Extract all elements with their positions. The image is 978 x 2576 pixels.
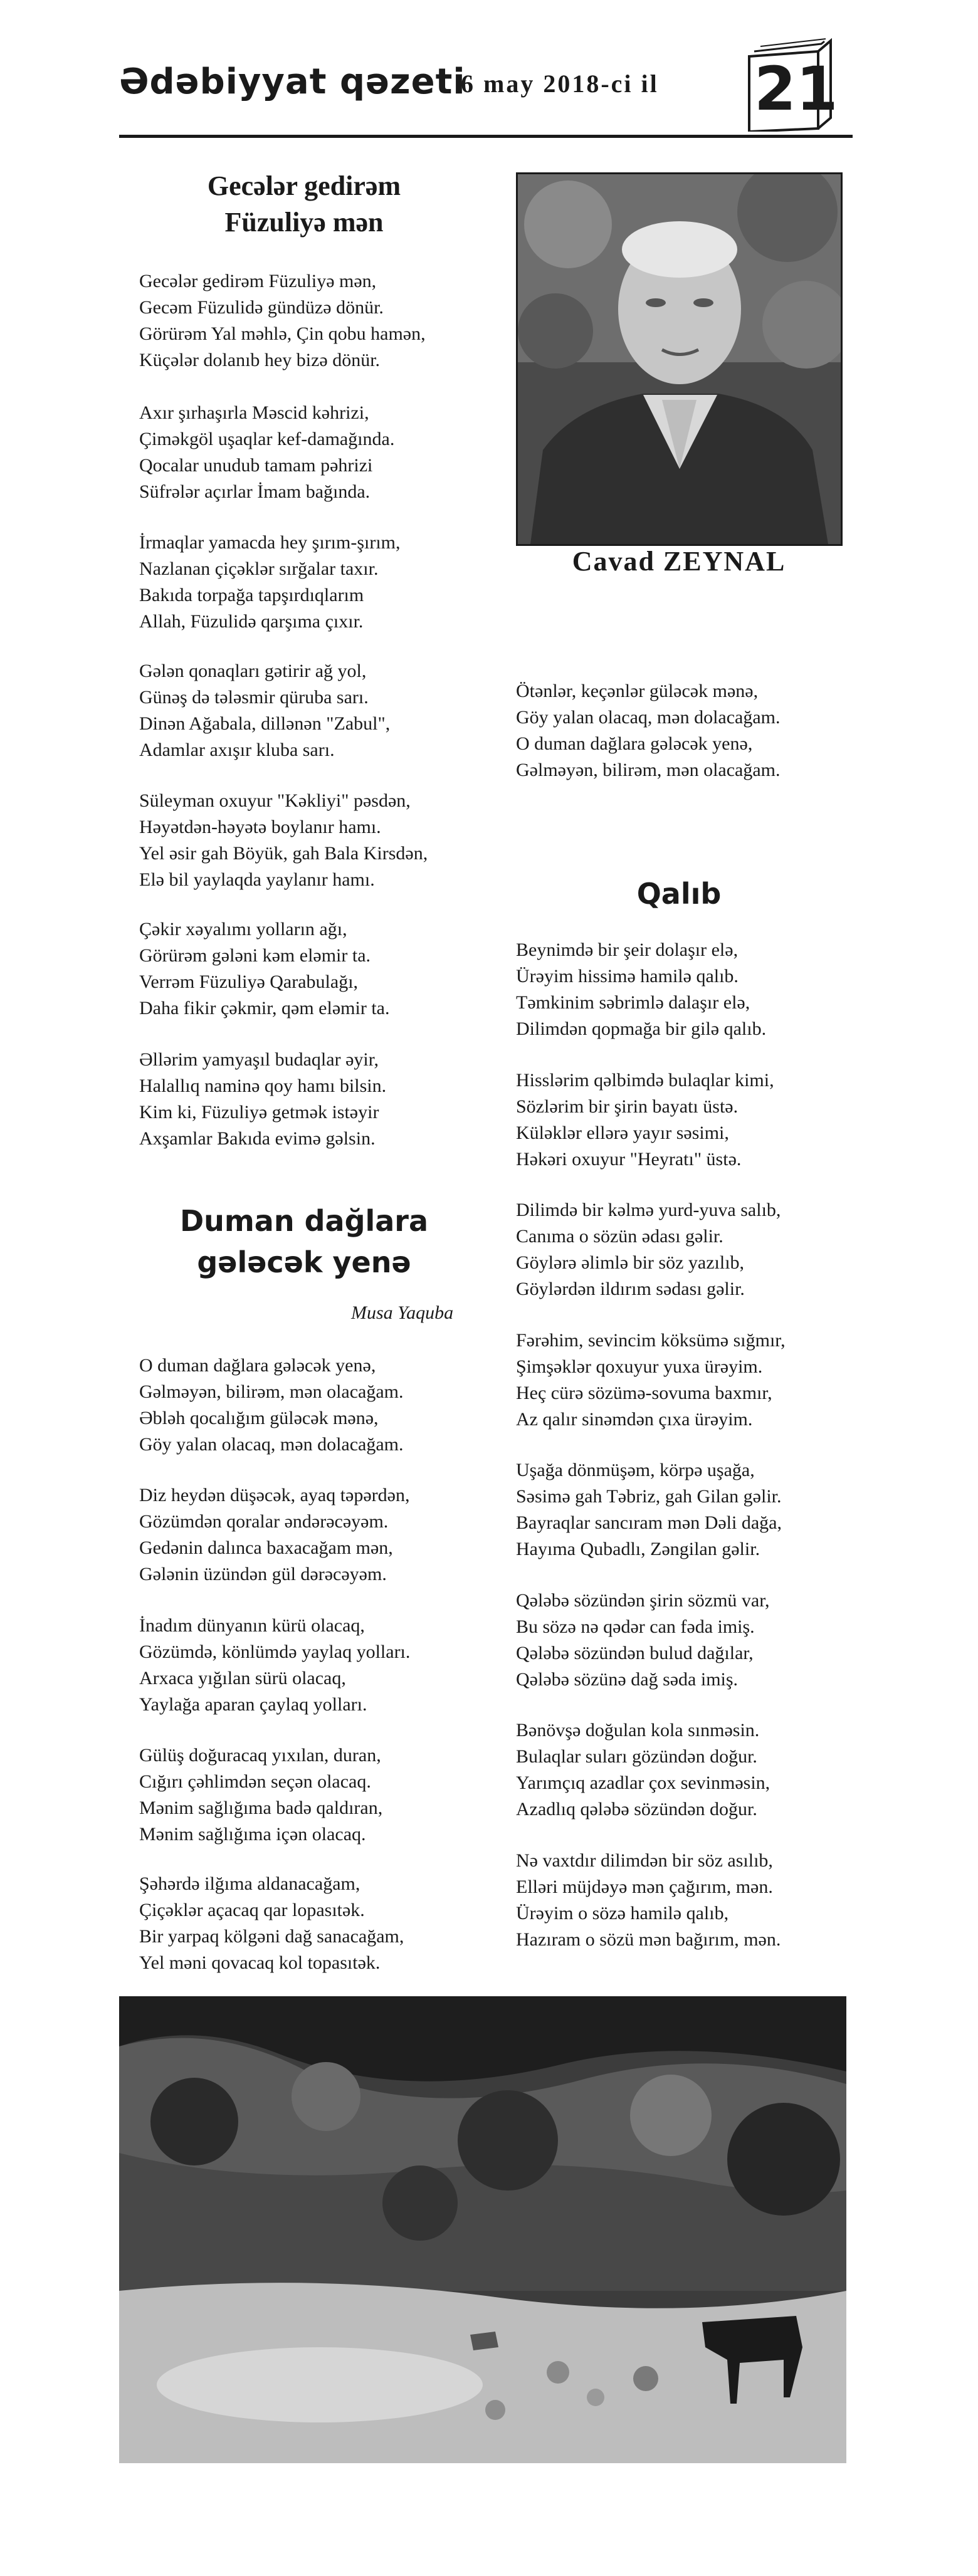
page-number-box [743,38,837,132]
verse-line: Göylərə əlimlə bir söz yazılıb, [516,1252,745,1273]
verse-line: Axşamlar Bakıda evimə gəlsin. [139,1128,376,1149]
verse-line: Çəkir xəyalımı yolların ağı, [139,919,347,940]
verse-line: Hayıma Qubadlı, Zəngilan gəlir. [516,1539,760,1559]
verse-line: Şimşəklər qoxuyur yuxa ürəyim. [516,1356,763,1377]
verse-line: Əllərim yamyaşıl budaqlar əyir, [139,1049,379,1070]
verse-line: Adamlar axışır kluba sarı. [139,740,335,760]
verse-line: Azadlıq qələbə sözündən doğur. [516,1799,757,1819]
verse-line: Ürəyim o sözə hamilə qalıb, [516,1903,729,1924]
verse-line: Həkəri oxuyur "Heyratı" üstə. [516,1149,742,1170]
verse-line: O duman dağlara gələcək yenə, [516,733,753,754]
verse-line: Cığırı çəhlimdən seçən olacaq. [139,1771,371,1792]
verse-line: Bu sözə nə qədər can fəda imiş. [516,1616,755,1637]
verse-line: İnadım dünyanın kürü olacaq, [139,1615,365,1636]
stanza [516,937,766,1042]
verse-line: Ürəyim hissimə hamilə qalıb. [516,966,739,987]
issue-date: 6 may 2018-ci il [461,70,659,98]
stanza [139,1871,404,1976]
verse-line: Elləri müjdəyə mən çağırım, mən. [516,1877,773,1897]
stanza [139,916,389,1022]
stanza [516,1457,782,1563]
verse-line: Şəhərdə ilğıma aldanacağam, [139,1873,360,1894]
verse-line: Çiməkgöl uşaqlar kef-damağında. [139,429,395,449]
verse-line: Gəlməyən, bilirəm, mən olacağam. [139,1381,404,1402]
poem-title-line: Gecələr gedirəm [207,170,401,201]
verse-line: Göylərdən ildırım sədası gəlir. [516,1279,745,1299]
verse-line: Təmkinim səbrimlə dalaşır elə, [516,992,750,1013]
verse-line: Bir yarpaq kölgəni dağ sanacağam, [139,1926,404,1947]
verse-line: Mənim sağlığıma içən olacaq. [139,1824,366,1845]
stanza [139,1047,386,1152]
stanza [139,788,428,893]
verse-line: İrmaqlar yamacda hey şırım-şırım, [139,532,401,553]
stanza [516,1327,786,1433]
verse-line: Fərəhim, sevincim köksümə sığmır, [516,1330,786,1351]
verse-line: Görürəm Yal məhlə, Çin qobu hamən, [139,323,426,344]
verse-line: Göy yalan olacaq, mən dolacağam. [139,1434,404,1455]
verse-line: Halallıq naminə qoy hamı bilsin. [139,1076,387,1096]
verse-line: Daha fikir çəkmir, qəm eləmir ta. [139,998,390,1018]
stanza [139,1742,382,1848]
stanza [139,400,394,505]
verse-line: Gəlməyən, bilirəm, mən olacağam. [516,760,781,780]
verse-line: Dilimdən qopmağa bir gilə qalıb. [516,1018,767,1039]
verse-line: Elə bil yaylaqda yaylanır hamı. [139,869,375,890]
verse-line: Bulaqlar suları gözündən doğur. [516,1746,757,1767]
verse-line: Hisslərim qəlbimdə bulaqlar kimi, [516,1070,774,1091]
verse-line: Qələbə sözünə dağ səda imiş. [516,1669,739,1690]
portrait-caption: Cavad ZEYNAL [572,546,786,577]
verse-line: Gözümdə, könlümdə yaylaq yolları. [139,1641,411,1662]
poem-title-line: Duman dağlara [179,1204,429,1238]
newspaper-name: Ədəbiyyat qəzeti [119,61,466,102]
verse-line: Yarımçıq azadlar çox sevinməsin, [516,1772,770,1793]
stanza [139,658,390,763]
poem-title-duman [119,1200,489,1283]
verse-line: Beynimdə bir şeir dolaşır elə, [516,940,739,960]
verse-line: Süleyman oxuyur "Kəkliyi" pəsdən, [139,790,411,811]
dedication: Musa Yaquba [351,1302,454,1323]
landscape-photo [119,1996,846,2463]
verse-line: Süfrələr açırlar İmam bağında. [139,481,371,502]
verse-line: Nə vaxtdır dilimdən bir söz asılıb, [516,1850,773,1871]
verse-line: Bayraqlar sancıram mən Dəli dağa, [516,1512,782,1533]
verse-line: Gülüş doğuracaq yıxılan, duran, [139,1745,381,1766]
verse-line: Sözlərim bir şirin bayatı üstə. [516,1096,739,1117]
stanza [139,1482,409,1588]
verse-line: Görürəm gələni kəm eləmir ta. [139,945,371,966]
verse-line: Allah, Füzulidə qarşıma çıxır. [139,611,364,632]
stanza [516,1717,770,1823]
poem-title-gecelar [119,168,489,241]
verse-line: Dilimdə bir kəlmə yurd-yuva salıb, [516,1200,781,1220]
verse-line: Gələnin üzündən gül dərəcəyəm. [139,1564,387,1584]
poem-title-qalib: Qalıb [636,877,722,911]
verse-line: Bakıda torpağa tapşırdıqlarım [139,585,364,605]
verse-line: Heç cürə sözümə-sovuma baxmır, [516,1383,772,1403]
verse-line: Bənövşə doğulan kola sınməsin. [516,1720,760,1741]
verse-line: O duman dağlara gələcək yenə, [139,1355,376,1376]
stanza [516,1588,770,1693]
verse-line: Canıma o sözün ədası gəlir. [516,1226,723,1247]
verse-line: Kim ki, Füzuliyə getmək istəyir [139,1102,379,1123]
verse-line: Ötənlər, keçənlər güləcək mənə, [516,681,759,701]
verse-line: Səsimə gah Təbriz, gah Gilan gəlir. [516,1486,782,1507]
landscape-image [119,1996,846,2463]
stanza [139,268,426,374]
poem-title-line: gələcək yenə [197,1245,411,1279]
verse-line: Arxaca yığılan sürü olacaq, [139,1668,346,1689]
verse-line: Göy yalan olacaq, mən dolacağam. [516,707,781,728]
verse-line: Çiçəklər açacaq qar lopasıtək. [139,1900,365,1920]
stanza [516,1848,781,1953]
verse-line: Yel əsir gah Böyük, gah Bala Kirsdən, [139,843,428,864]
stanza [139,530,401,635]
verse-line: Hazıram o sözü mən bağırım, mən. [516,1929,781,1950]
verse-line: Yel məni qovacaq kol topasıtək. [139,1952,381,1973]
author-portrait [516,172,843,546]
verse-line: Verrəm Füzuliyə Qarabulağı, [139,971,359,992]
verse-line: Gecələr gedirəm Füzuliyə mən, [139,271,377,291]
stanza [516,1067,774,1173]
page-number: 21 [754,54,838,124]
verse-line: Yaylağa aparan çaylaq yolları. [139,1694,367,1715]
verse-line: Mənim sağlığıma badə qaldıran, [139,1798,383,1818]
verse-line: Gözümdən qoralar əndərəcəyəm. [139,1511,389,1532]
verse-line: Əbləh qocalığım güləcək mənə, [139,1408,379,1428]
verse-line: Küləklər ellərə yayır səsimi, [516,1123,729,1143]
verse-line: Az qalır sinəmdən çıxa ürəyim. [516,1409,753,1430]
verse-line: Axır şırhaşırla Məscid kəhrizi, [139,402,369,423]
stanza [139,1613,410,1718]
verse-line: Uşağa dönmüşəm, körpə uşağa, [516,1460,755,1480]
stanza [516,678,781,783]
verse-line: Qələbə sözündən şirin sözmü var, [516,1590,770,1611]
portrait-image [518,174,841,544]
verse-line: Gedənin dalınca baxacağam mən, [139,1537,393,1558]
verse-line: Gələn qonaqları gətirir ağ yol, [139,661,367,681]
newspaper-header [119,25,853,138]
poem-title-line: Füzuliyə mən [224,207,384,238]
verse-line: Həyətdən-həyətə boylanır hamı. [139,817,381,837]
verse-line: Gecəm Füzulidə gündüzə dönür. [139,297,384,318]
verse-line: Qocalar unudub tamam pəhrizi [139,455,373,476]
verse-line: Dinən Ağabala, dillənən "Zabul", [139,713,391,734]
verse-line: Küçələr dolanıb hey bizə dönür. [139,350,381,370]
verse-line: Günəş də tələsmir qüruba sarı. [139,687,369,708]
verse-line: Qələbə sözündən bulud dağılar, [516,1643,754,1663]
stanza [516,1197,781,1302]
verse-line: Diz heydən düşəcək, ayaq təpərdən, [139,1485,410,1505]
stanza [139,1353,404,1458]
verse-line: Nazlanan çiçəklər sırğalar taxır. [139,558,379,579]
